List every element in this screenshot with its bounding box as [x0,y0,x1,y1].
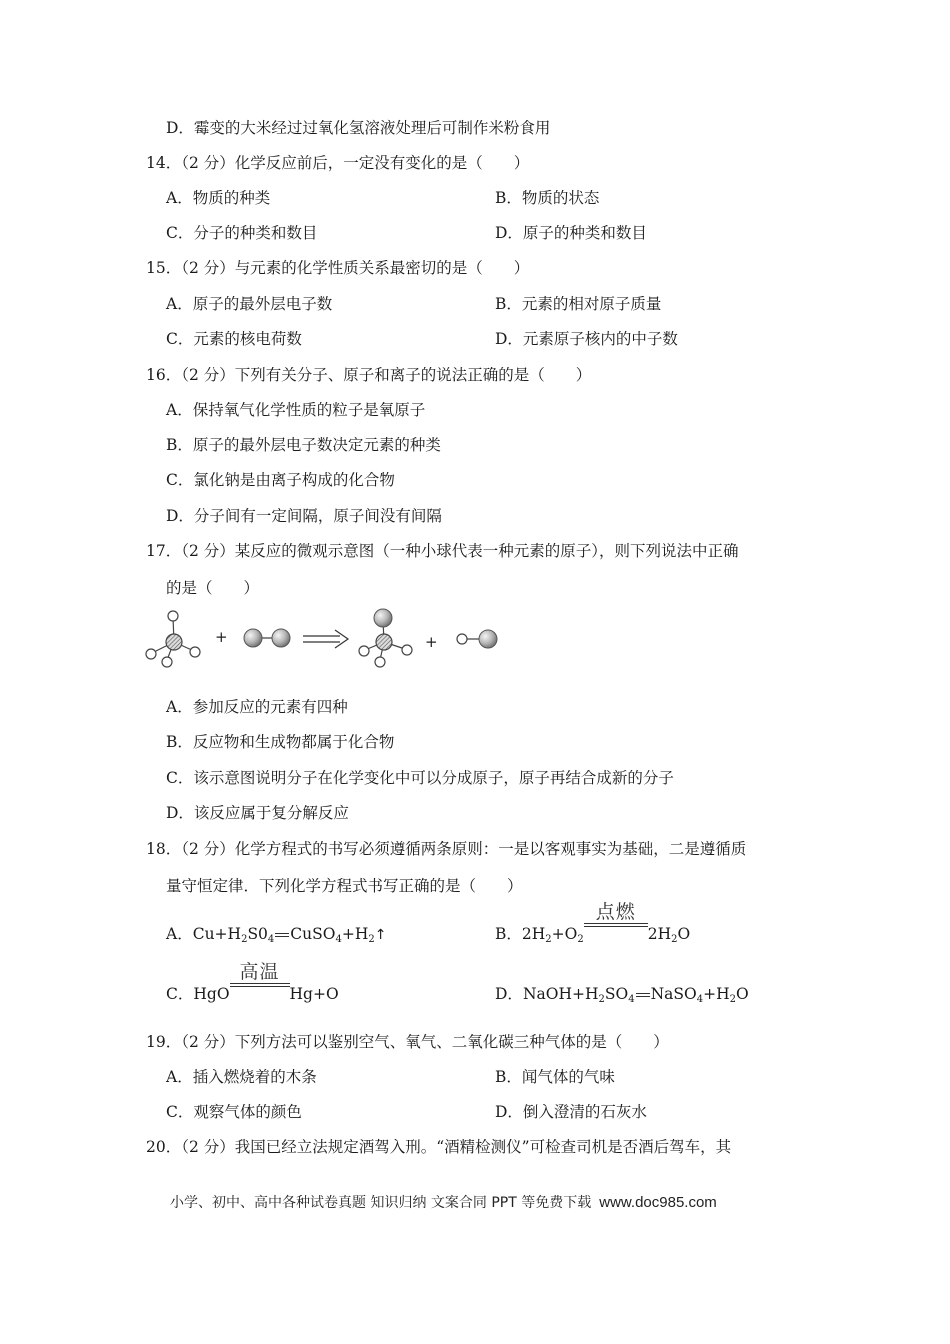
equation-part: CuSO [290,925,336,943]
subscript: 2 [241,934,248,945]
reaction-condition [584,901,648,944]
q19-option-b: B．闻气体的气味 [495,1068,615,1086]
equals-bar-icon [584,923,648,927]
reaction-condition [230,961,290,1004]
condition-ignite [584,902,648,927]
subscript: 2 [368,934,375,945]
equation-part: O [677,925,691,943]
q16-option-a: A．保持氧气化学性质的粒子是氧原子 [166,401,426,419]
q14-stem: 14．（2 分）化学反应前后，一定没有变化的是（ ） [146,154,530,172]
q17-option-c: C．该示意图说明分子在化学变化中可以分成原子，原子再结合成新的分子 [166,769,674,787]
q15-stem: 15．（2 分）与元素的化学性质关系最密切的是（ ） [146,259,530,277]
q15-option-b: B．元素的相对原子质量 [495,295,662,313]
subscript: 2 [545,934,552,945]
q15-option-a: A．原子的最外层电子数 [166,295,333,313]
subscript: 2 [671,934,678,945]
q13-option-d: D．霉变的大米经过过氧化氢溶液处理后可制作米粉食用 [166,119,551,137]
subscript: 4 [696,994,704,1005]
subscript: 4 [335,934,342,945]
q16-option-c: C．氯化钠是由离子构成的化合物 [166,471,395,489]
q18-stem-line1: 18．（2 分）化学方程式的书写必须遵循两条原则：一是以客观事实为基础，二是遵循质 [146,840,747,858]
q15-option-c: C．元素的核电荷数 [166,330,302,348]
q20-stem: 20．（2 分）我国已经立法规定酒驾入刑。“酒精检测仪”可检查司机是否酒后驾车，其 [146,1138,732,1156]
equals-sign-icon [636,993,650,997]
q17-option-b: B．反应物和生成物都属于化合物 [166,733,395,751]
subscript: 2 [729,994,736,1005]
subscript: 2 [577,934,584,945]
equation-part: +H [341,925,369,943]
q14-option-b: B．物质的状态 [495,189,600,207]
product-molecule-1 [359,609,412,667]
page-footer [170,1192,717,1212]
option-label: A． [166,925,193,943]
plus-sign-1: + [215,628,228,646]
subscript: 4 [267,934,275,945]
q19-stem: 19．（2 分）下列方法可以鉴别空气、氧气、二氧化碳三种气体的是（ ） [146,1033,669,1051]
reaction-micro-diagram [140,602,520,672]
footer-site-link[interactable]: www.doc985.com [599,1194,717,1211]
q17-option-d: D．该反应属于复分解反应 [166,804,349,822]
q19-option-c: C．观察气体的颜色 [166,1103,302,1121]
subscript: 2 [598,994,605,1005]
q18-option-c [166,961,339,1004]
equation-part: 2H [521,925,546,943]
q14-option-d: D．原子的种类和数目 [495,224,647,242]
q16-stem: 16．（2 分）下列有关分子、原子和离子的说法正确的是（ ） [146,366,592,384]
equation-part: NaOH+H [522,985,599,1003]
condition-text: 高温 [239,961,280,983]
product-molecule-2 [457,630,497,648]
q18-option-b [495,901,691,945]
condition-high-temp [230,962,290,987]
q14-option-a: A．物质的种类 [166,189,271,207]
q18-option-d [495,984,749,1004]
option-label: C． [166,985,194,1003]
q19-option-d: D．倒入澄清的石灰水 [495,1103,647,1121]
q17-stem-line2: 的是（ ） [166,579,260,597]
equation-part: SO [604,985,629,1003]
equation-part: 2H [647,925,672,943]
footer-text: 小学、初中、高中各种试卷真题 知识归纳 文案合同 PPT 等免费下载 [170,1195,592,1211]
equation-part: NaSO [650,985,697,1003]
subscript: 4 [628,994,635,1005]
equation-part: Cu+H [192,925,242,943]
q14-option-c: C．分子的种类和数目 [166,224,318,242]
q19-option-a: A．插入燃烧着的木条 [166,1068,317,1086]
q18-stem-line2: 量守恒定律．下列化学方程式书写正确的是（ ） [166,877,523,895]
equation-part: O [735,985,749,1003]
reaction-arrow-icon [303,630,348,648]
reactant-molecule-1 [146,611,200,667]
q16-option-d: D．分子间有一定间隔，原子间没有间隔 [166,507,442,525]
option-label: B． [495,925,522,943]
q16-option-b: B．原子的最外层电子数决定元素的种类 [166,436,441,454]
plus-sign-2: + [425,633,438,651]
q17-option-a: A．参加反应的元素有四种 [166,698,348,716]
equation-part: +H [703,985,730,1003]
equation-part: +O [551,925,578,943]
equation-part: HgO [193,985,230,1003]
equation-part: S0 [247,925,268,943]
q15-option-d: D．元素原子核内的中子数 [495,330,678,348]
gas-arrow-icon: ↑ [374,927,387,943]
equals-bar-icon [230,983,290,987]
equals-sign-icon [275,933,289,937]
option-label: D． [495,985,523,1003]
q18-option-a [166,924,386,945]
condition-text: 点燃 [595,901,636,923]
equation-part: Hg+O [289,985,339,1003]
q17-stem-line1: 17．（2 分）某反应的微观示意图（一种小球代表一种元素的原子），则下列说法中正确 [146,542,739,560]
reactant-molecule-2 [244,629,290,647]
